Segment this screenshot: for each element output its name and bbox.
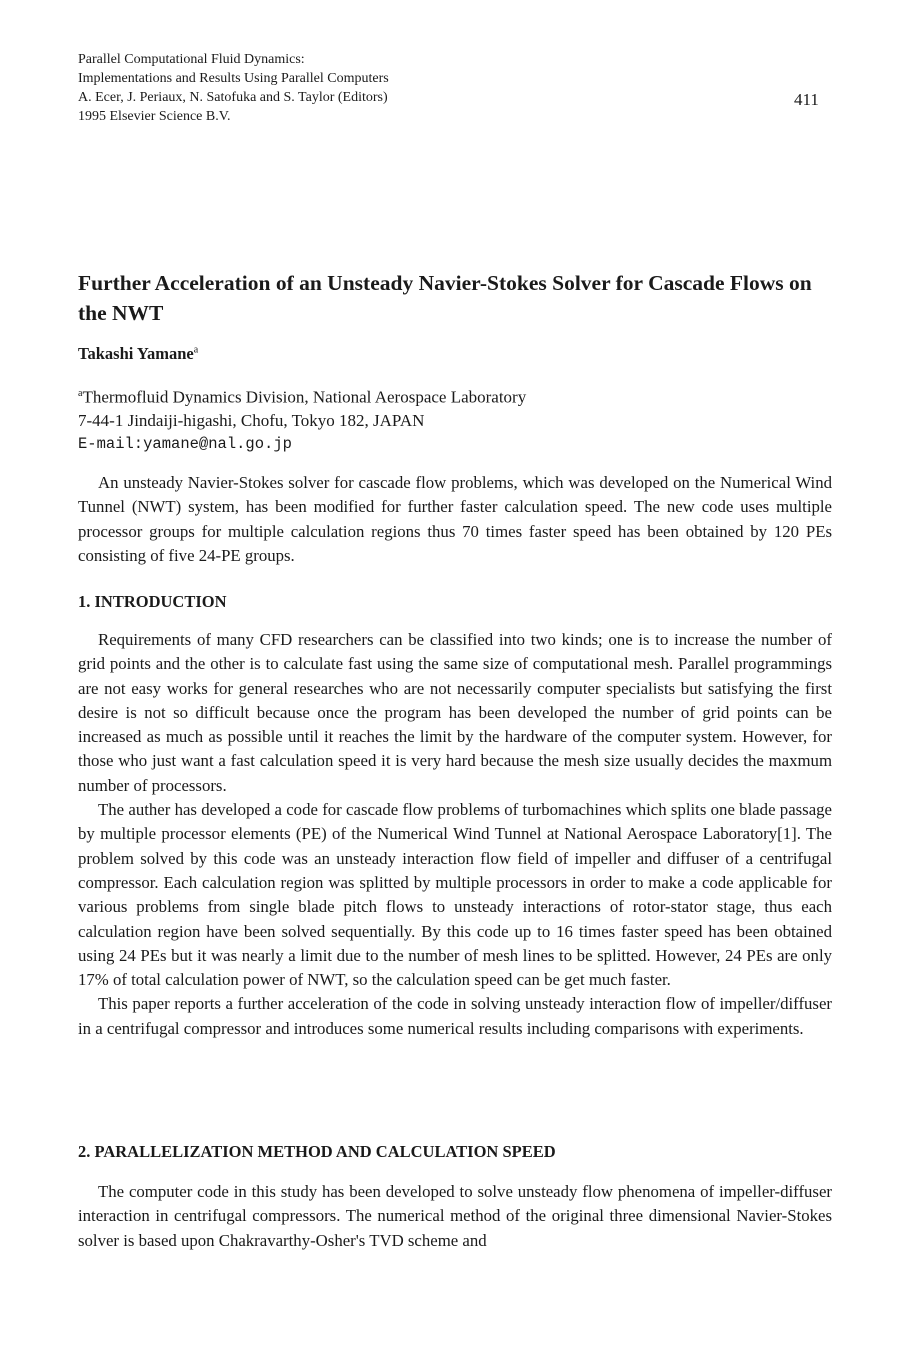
paragraph: This paper reports a further acceleration of the code in solving unsteady interaction flow of impeller/diffuser in a centrifugal compressor and introduces some numerical results including comparisons with experiments. — [78, 994, 832, 1038]
abstract-paragraph: An unsteady Navier-Stokes solver for cascade flow problems, which was developed on the Numerical Wind Tunnel (NWT) system, has been modified for further faster calculation speed. The new code uses multiple processor groups for multiple calculation regions thus 70 times faster speed has been obtained by 120 PEs consisting of five 24-PE groups. — [78, 473, 832, 565]
section-introduction — [78, 628, 832, 1041]
affiliation-division: Thermofluid Dynamics Division, National Aerospace Laboratory — [82, 387, 527, 407]
section-heading-introduction: 1. INTRODUCTION — [78, 592, 227, 611]
header-line: A. Ecer, J. Periaux, N. Satofuka and S. Taylor (Editors) — [78, 90, 388, 105]
paragraph: The computer code in this study has been developed to solve unsteady flow phenomena of impeller-diffuser interaction in centrifugal compressors. The numerical method of the original three dimensional Navier-Stokes solver is based upon Chakravarthy-Osher's TVD scheme and — [78, 1182, 832, 1250]
affiliation-mark: a — [78, 388, 83, 399]
affiliation-line — [78, 382, 526, 409]
header-line: 1995 Elsevier Science B.V. — [78, 109, 231, 124]
author-affiliation-mark: a — [193, 344, 199, 356]
affiliation-address: 7-44-1 Jindaiji-higashi, Chofu, Tokyo 182, JAPAN — [78, 411, 425, 431]
paragraph: The auther has developed a code for cascade flow problems of turbomachines which splits one blade passage by multiple processor elements (PE) of the Numerical Wind Tunnel at National Aerospace Laboratory[1]. The problem solved by this code was an unsteady interaction flow field of impeller and diffuser of a centrifugal compressor. Each calculation region was splitted by multiple processors in order to make a code applicable for various problems from single blade pitch flows to unsteady interactions of rotor-stator stage, thus each calculation region have been solved sequentially. By this code up to 16 times faster speed has been obtained using 24 PEs but it was nearly a limit due to the number of mesh lines to be splitted. However, 24 PEs are only 17% of total calculation power of NWT, so the calculation speed can be get much faster. — [78, 800, 832, 990]
author-name: Takashi Yamane — [78, 344, 194, 363]
paragraph: Requirements of many CFD researchers can be classified into two kinds; one is to increase the number of grid points and the other is to calculate fast using the same size of computational mesh. Parallel programmings are not easy works for general researches who are not necessarily computer specialists but satisfying the first desire is not so difficult because once the program has been developed the number of grid points can be increased as much as possible until it reaches the limit by the hardware of the computer system. However, for those who just want a fast calculation speed it is very hard because the mesh size usually decides the maxmum number of processors. — [78, 630, 832, 795]
publication-header — [78, 50, 389, 126]
section-parallelization — [78, 1180, 832, 1253]
affiliation-email: E-mail:yamane@nal.go.jp — [78, 434, 292, 453]
paper-title: Further Acceleration of an Unsteady Navier-Stokes Solver for Cascade Flows on the NWT — [78, 271, 812, 325]
header-line: Implementations and Results Using Parallel Computers — [78, 71, 389, 86]
header-line: Parallel Computational Fluid Dynamics: — [78, 52, 305, 67]
abstract — [78, 471, 832, 568]
author — [78, 344, 198, 364]
affiliation — [78, 382, 526, 456]
section-heading-parallelization: 2. PARALLELIZATION METHOD AND CALCULATION SPEED — [78, 1142, 556, 1161]
page-number: 411 — [794, 90, 819, 109]
